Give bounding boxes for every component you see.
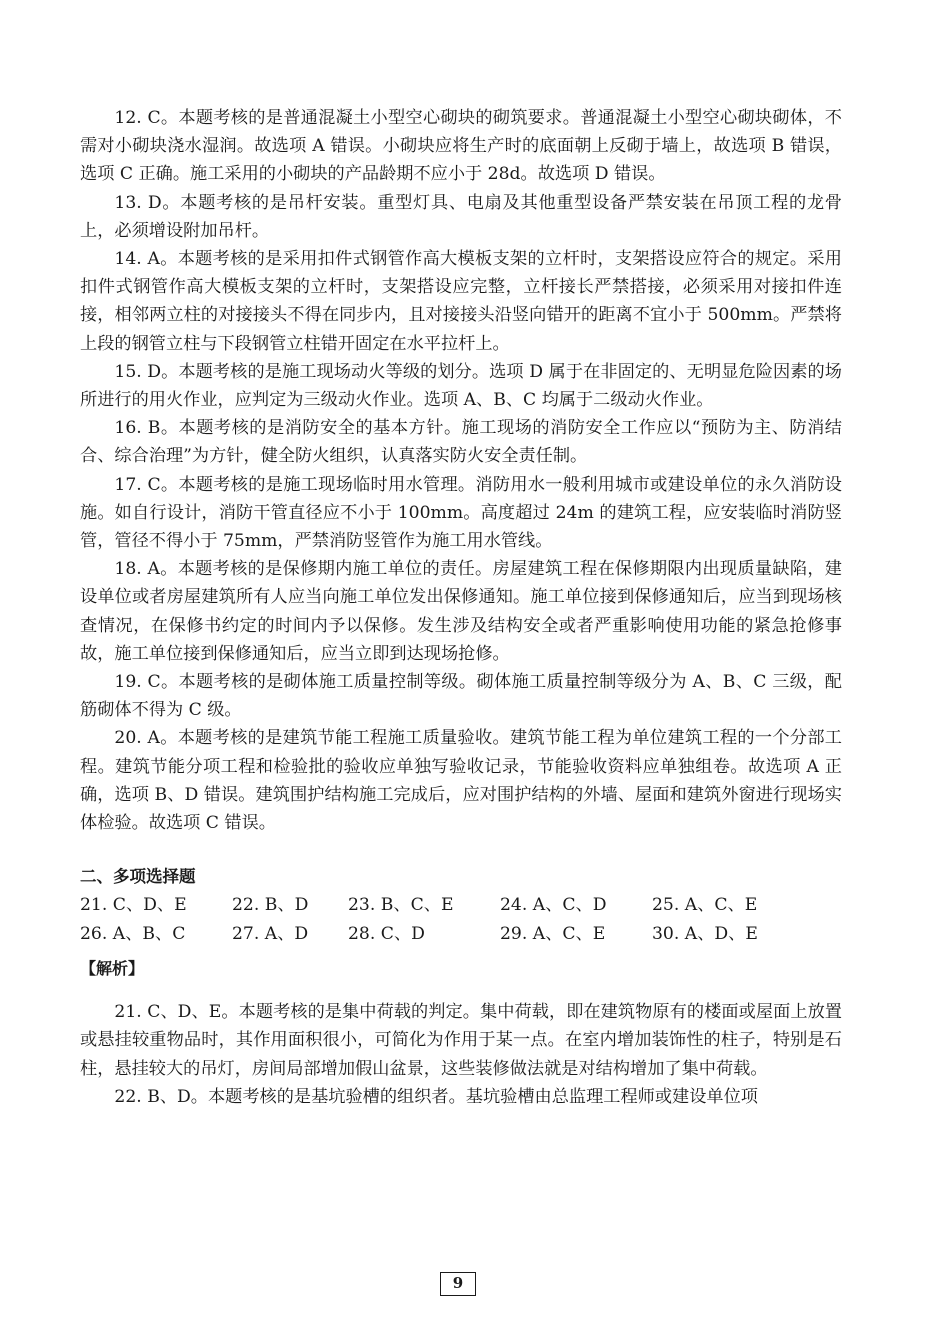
answer-paragraph-22: 22. B、D。本题考核的是基坑验槽的组织者。基坑验槽由总监理工程师或建设单位项 xyxy=(114,1086,758,1107)
section-title-multiple-choice: 二、多项选择题 xyxy=(80,867,196,887)
page-content xyxy=(80,104,842,1111)
page-number: 9 xyxy=(440,1272,476,1296)
answer-paragraph-15: 15. D。本题考核的是施工现场动火等级的划分。选项 D 属于在非固定的、无明显危险因素的场所进行的用火作业，应判定为三级动火作业。选项 A、B、C 均属于二级动火作业。 xyxy=(80,361,842,411)
answer-24: 24. A、C、D xyxy=(500,895,607,916)
answer-22: 22. B、D xyxy=(232,895,309,916)
answer-30: 30. A、D、E xyxy=(652,923,758,944)
answer-26: 26. A、B、C xyxy=(80,923,186,944)
answer-23: 23. B、C、E xyxy=(348,895,454,916)
analysis-heading: 【解析】 xyxy=(80,959,145,979)
answer-paragraph-21: 21. C、D、E。本题考核的是集中荷载的判定。集中荷载，即在建筑物原有的楼面或屋面上放置或悬挂较重物品时，其作用面积很小，可简化为作用于某一点。在室内增加装饰性的柱子，特别是石柱，悬挂较大的吊灯，房间局部增加假山盆景，这些装修做法就是对结构增加了集中荷载。 xyxy=(80,1002,842,1079)
answer-paragraph-17: 17. C。本题考核的是施工现场临时用水管理。消防用水一般利用城市或建设单位的永久消防设施。如自行设计，消防干管直径应不小于 100mm。高度超过 24m 的建筑工程，应安装临时消防竖管，管径不得小于 75mm，严禁消防竖管作为施工用水管线。 xyxy=(80,474,842,552)
answer-row xyxy=(80,920,842,949)
answer-paragraph-16: 16. B。本题考核的是消防安全的基本方针。施工现场的消防安全工作应以“预防为主、防消结合、综合治理”为方针，健全防火组织，认真落实防火安全责任制。 xyxy=(80,418,842,467)
answer-25: 25. A、C、E xyxy=(652,895,758,916)
answer-paragraph-19: 19. C。本题考核的是砌体施工质量控制等级。砌体施工质量控制等级分为 A、B、C 三级，配筋砌体不得为 C 级。 xyxy=(80,672,842,721)
answer-key-table xyxy=(80,891,842,948)
answer-row xyxy=(80,891,842,920)
answer-paragraph-20: 20. A。本题考核的是建筑节能工程施工质量验收。建筑节能工程为单位建筑工程的一个分部工程。建筑节能分项工程和检验批的验收应单独写验收记录，节能验收资料应单独组卷。故选项 A 正确，选项 B、D 错误。建筑围护结构施工完成后，应对围护结构的外墙、屋面和建筑外窗进行现场实体检验。故选项 C 错误。 xyxy=(80,728,842,834)
answer-paragraph-18: 18. A。本题考核的是保修期内施工单位的责任。房屋建筑工程在保修期限内出现质量缺陷，建设单位或者房屋建筑所有人应当向施工单位发出保修通知。施工单位接到保修通知后，应当到现场核查情况，在保修书约定的时间内予以保修。发生涉及结构安全或者严重影响使用功能的紧急抢修事故，施工单位接到保修通知后，应当立即到达现场抢修。 xyxy=(80,559,842,664)
answer-29: 29. A、C、E xyxy=(500,923,606,944)
answer-28: 28. C、D xyxy=(348,923,425,944)
answer-27: 27. A、D xyxy=(232,923,309,944)
answer-paragraph-14: 14. A。本题考核的是采用扣件式钢管作高大模板支架的立杆时，支架搭设应符合的规定。采用扣件式钢管作高大模板支架的立杆时，支架搭设应完整，立杆接长严禁搭接，必须采用对接扣件连接，相邻两立柱的对接接头不得在同步内，且对接接头沿竖向错开的距离不宜小于 500mm。严禁将上段的钢管立柱与下段钢管立柱错开固定在水平拉杆上。 xyxy=(80,249,842,354)
answer-21: 21. C、D、E xyxy=(80,895,187,916)
answer-paragraph-13: 13. D。本题考核的是吊杆安装。重型灯具、电扇及其他重型设备严禁安装在吊顶工程的龙骨上，必须增设附加吊杆。 xyxy=(80,192,842,241)
answer-paragraph-12: 12. C。本题考核的是普通混凝土小型空心砌块的砌筑要求。普通混凝土小型空心砌块砌体，不需对小砌块浇水湿润。故选项 A 错误。小砌块应将生产时的底面朝上反砌于墙上，故选项 B 错误，选项 C 正确。施工采用的小砌块的产品龄期不应小于 28d。故选项 D 错误。 xyxy=(80,108,842,185)
